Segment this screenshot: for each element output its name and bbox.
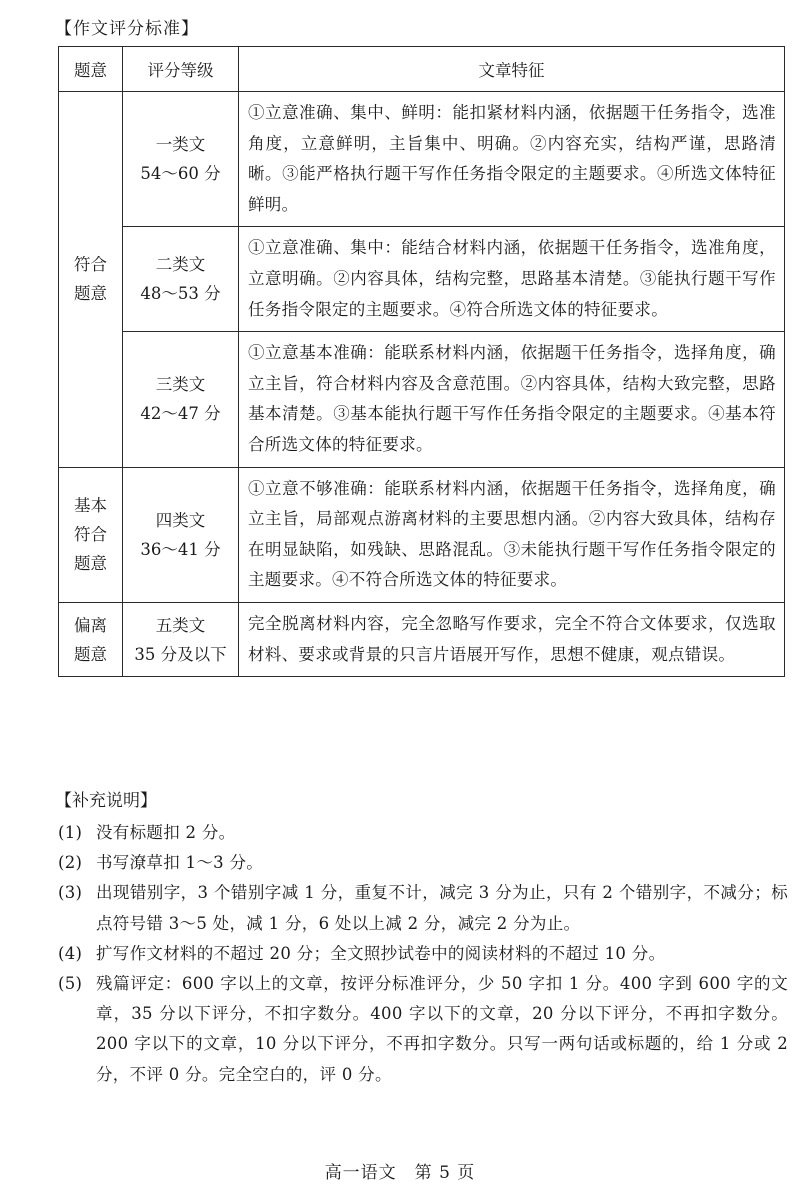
table-header-row: [59, 47, 785, 92]
grade-cell-4: 四类文 36～41 分: [123, 467, 239, 602]
features-cell-5: 完全脱离材料内容，完全忽略写作要求，完全不符合文体要求，仅选取材料、要求或背景的只言片语展开写作，思想不健康，观点错误。: [239, 602, 785, 676]
header-grade: 评分等级: [123, 47, 239, 92]
note-number: (2): [58, 853, 83, 873]
page-footer: 高一语文 第 5 页: [324, 1163, 476, 1183]
list-item: [58, 969, 788, 1090]
topic-cell-basic-match: 基本 符合 题意: [59, 467, 123, 602]
header-features: 文章特征: [239, 47, 785, 92]
table-row: [59, 602, 785, 676]
grade-cell-1: 一类文 54～60 分: [123, 92, 239, 227]
note-text: 扩写作文材料的不超过 20 分；全文照抄试卷中的阅读材料的不超过 10 分。: [96, 943, 666, 963]
table-row: [59, 92, 785, 227]
supplement-notes: [58, 818, 788, 1090]
features-cell-2: ①立意准确、集中：能结合材料内涵，依据题干任务指令，选准角度，立意明确。②内容具体，结构完整，思路基本清楚。③能执行题干写作任务指令限定的主题要求。④符合所选文体的特征要求。: [239, 227, 785, 332]
grade-cell-5: 五类文 35 分及以下: [123, 602, 239, 676]
list-item: [58, 878, 788, 938]
table-row: [59, 227, 785, 332]
list-item: [58, 939, 788, 969]
note-text: 书写潦草扣 1～3 分。: [96, 853, 264, 873]
list-item: [58, 848, 788, 878]
grade-cell-2: 二类文 48～53 分: [123, 227, 239, 332]
features-cell-1: ①立意准确、集中、鲜明：能扣紧材料内涵，依据题干任务指令，选准角度，立意鲜明，主旨集中、明确。②内容充实，结构严谨，思路清晰。③能严格执行题干写作任务指令限定的主题要求。④所选文体特征鲜明。: [239, 92, 785, 227]
header-topic: 题意: [59, 47, 123, 92]
note-number: (1): [58, 823, 83, 842]
list-item: [58, 818, 788, 848]
topic-cell-off-topic: 偏离 题意: [59, 602, 123, 676]
note-text: 没有标题扣 2 分。: [96, 823, 236, 842]
section-title: 【作文评分标准】: [55, 19, 199, 39]
note-number: (3): [58, 883, 83, 903]
note-text: 残篇评定：600 字以上的文章，按评分标准评分，少 50 字扣 1 分。400 字到 600 字的文章，35 分以下评分，不扣字数分。400 字以下的文章，20 分以下评分，不再扣字数分。200 字以下的文章，10 分以下评分，不再扣字数分。只写一两句话或标题的，给 1 分或 2 分，不评 0 分。完全空白的，评 0 分。: [96, 974, 788, 1084]
grade-cell-3: 三类文 42～47 分: [123, 332, 239, 467]
supplement-title: 【补充说明】: [55, 791, 157, 811]
table-row: [59, 332, 785, 467]
topic-cell-match: 符合 题意: [59, 92, 123, 468]
features-cell-3: ①立意基本准确：能联系材料内涵，依据题干任务指令，选择角度，确立主旨，符合材料内容及含意范围。②内容具体，结构大致完整，思路基本清楚。③基本能执行题干写作任务指令限定的主题要求。④基本符合所选文体的特征要求。: [239, 332, 785, 467]
note-number: (5): [58, 974, 83, 994]
note-text: 出现错别字，3 个错别字减 1 分，重复不计，减完 3 分为止，只有 2 个错别字，不减分；标点符号错 3～5 处，减 1 分，6 处以上减 2 分，减完 2 分为止。: [96, 883, 788, 933]
note-number: (4): [58, 943, 83, 963]
table-row: [59, 467, 785, 602]
features-cell-4: ①立意不够准确：能联系材料内涵，依据题干任务指令，选择角度，确立主旨，局部观点游离材料的主要思想内涵。②内容大致具体，结构存在明显缺陷，如残缺、思路混乱。③未能执行题干写作任务指令限定的主题要求。④不符合所选文体的特征要求。: [239, 467, 785, 602]
essay-rubric-table: [58, 46, 785, 677]
